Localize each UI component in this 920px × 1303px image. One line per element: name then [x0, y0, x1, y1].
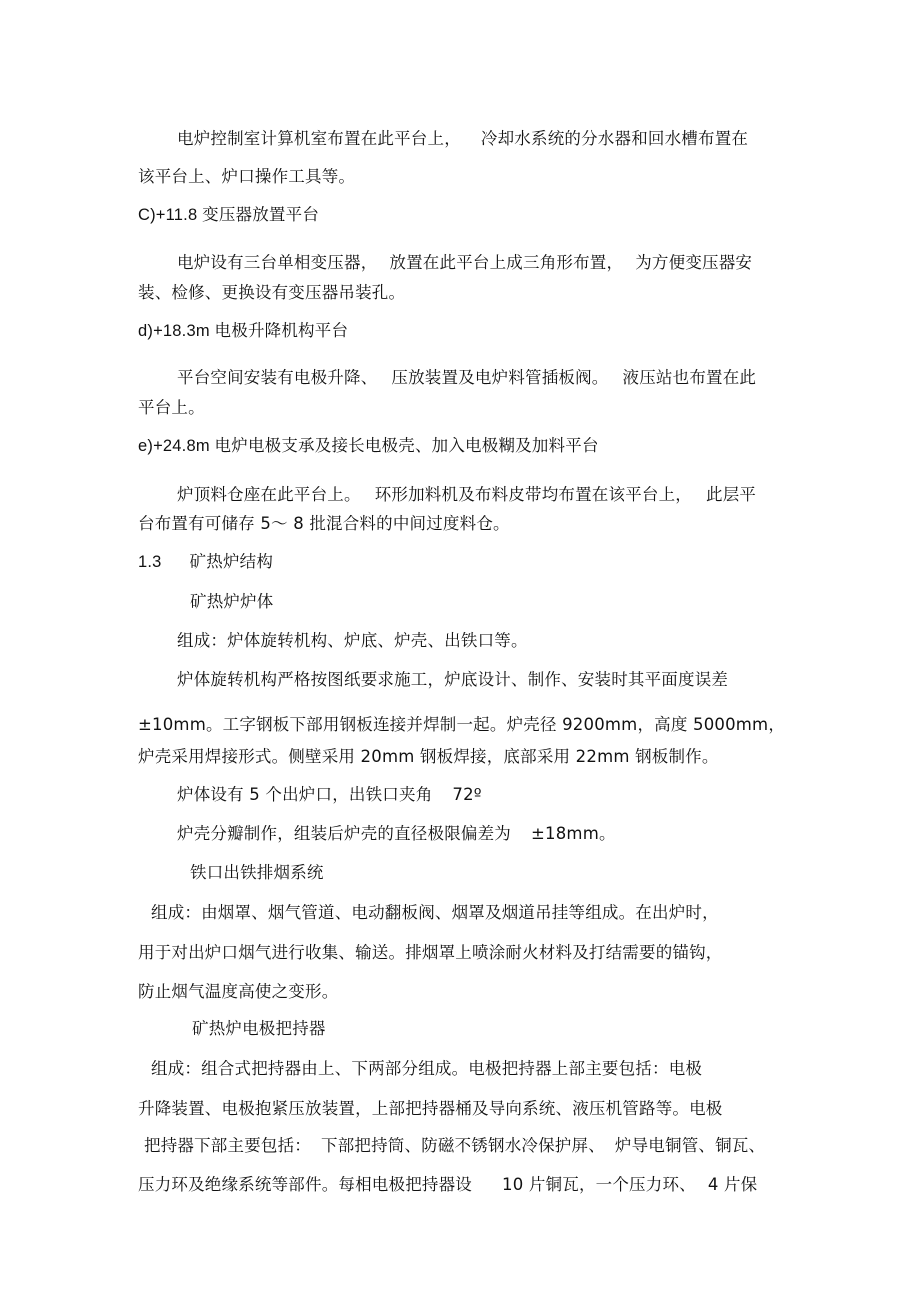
subheading: 铁口出铁排烟系统: [190, 863, 324, 882]
paragraph-line: [138, 1175, 757, 1195]
text-segment: 为方便变压器安: [635, 253, 753, 272]
text-segment: 液压站也布置在此: [622, 368, 757, 387]
text-segment: 炉壳分瓣制作，组装后炉壳的直径极限偏差为: [177, 824, 511, 843]
text-segment: 下部把持筒、防磁不锈钢水冷保护屏、: [321, 1136, 605, 1155]
paragraph-line: 该平台上、炉口操作工具等。: [138, 167, 356, 186]
paragraph-line: [177, 368, 756, 388]
paragraph-line: 升降装置、电极抱紧压放装置，上部把持器桶及导向系统、液压机管路等。电极: [138, 1099, 723, 1118]
paragraph-line: 用于对出炉口烟气进行收集、输送。排烟罩上喷涂耐火材料及打结需要的锚钩，: [138, 943, 723, 962]
paragraph-line: [177, 129, 748, 149]
paragraph-line: [144, 1136, 765, 1156]
paragraph-line: 组成：炉体旋转机构、炉底、炉壳、出铁口等。: [177, 631, 528, 650]
text-segment: 炉体设有 5 个出炉口，出铁口夹角: [177, 785, 433, 804]
subheading: 矿热炉电极把持器: [192, 1019, 326, 1038]
text-segment: 放置在此平台上成三角形布置，: [389, 253, 624, 272]
section-heading-1-3: [138, 552, 273, 572]
text-segment: 冷却水系统的分水器和回水槽布置在: [480, 129, 749, 148]
paragraph-line: 组成：由烟罩、烟气管道、电动翻板阀、烟罩及烟道吊挂等组成。在出炉时，: [151, 903, 719, 922]
tolerance-value: ±18mm。: [531, 824, 616, 843]
subheading: 矿热炉炉体: [190, 592, 274, 611]
section-number: 1.3: [138, 553, 162, 571]
paragraph-line: 台布置有可储存 5～ 8 批混合料的中间过度料仓。: [138, 514, 510, 533]
text-segment: 10 片铜瓦，一个压力环、: [502, 1175, 696, 1194]
paragraph-line: 防止烟气温度高使之变形。: [138, 982, 339, 1001]
text-segment: 电炉控制室计算机室布置在此平台上，: [177, 129, 461, 148]
text-segment: 把持器下部主要包括：: [144, 1136, 311, 1155]
angle-value: 72º: [452, 785, 482, 804]
paragraph-line: 装、检修、更换设有变压器吊装孔。: [138, 283, 406, 302]
text-segment: 平台空间安装有电极升降、: [177, 368, 378, 387]
paragraph-line: [177, 785, 482, 805]
section-heading-e: e)+24.8m 电炉电极支承及接长电极壳、加入电极糊及加料平台: [138, 437, 599, 455]
paragraph-line: ±10mm。工字钢板下部用钢板连接并焊制一起。炉壳径 9200mm，高度 5000mm，: [138, 715, 786, 734]
text-segment: 环形加料机及布料皮带均布置在该平台上，: [374, 485, 693, 504]
section-title: 矿热炉结构: [189, 552, 274, 571]
text-segment: 压力环及绝缘系统等部件。每相电极把持器设: [138, 1175, 472, 1194]
text-segment: 4 片保: [707, 1175, 758, 1194]
section-heading-c: C)+11.8 变压器放置平台: [138, 206, 320, 224]
text-segment: 压放装置及电炉料管插板阀。: [391, 368, 609, 387]
text-segment: 炉顶料仓座在此平台上。: [177, 485, 361, 504]
text-segment: 炉导电铜管、铜瓦、: [614, 1136, 766, 1155]
section-heading-d: d)+18.3m 电极升降机构平台: [138, 322, 349, 340]
paragraph-line: 组成：组合式把持器由上、下两部分组成。电极把持器上部主要包括：电极: [151, 1059, 703, 1078]
paragraph-line: [177, 824, 616, 844]
paragraph-line: 炉体旋转机构严格按图纸要求施工，炉底设计、制作、安装时其平面度误差: [177, 670, 729, 689]
text-segment: 此层平: [706, 485, 757, 504]
paragraph-line: [177, 485, 756, 505]
paragraph-line: 平台上。: [138, 398, 205, 417]
paragraph-line: 炉壳采用焊接形式。侧壁采用 20mm 钢板焊接，底部采用 22mm 钢板制作。: [138, 747, 719, 766]
text-segment: 电炉设有三台单相变压器，: [177, 253, 378, 272]
paragraph-line: [177, 253, 752, 273]
